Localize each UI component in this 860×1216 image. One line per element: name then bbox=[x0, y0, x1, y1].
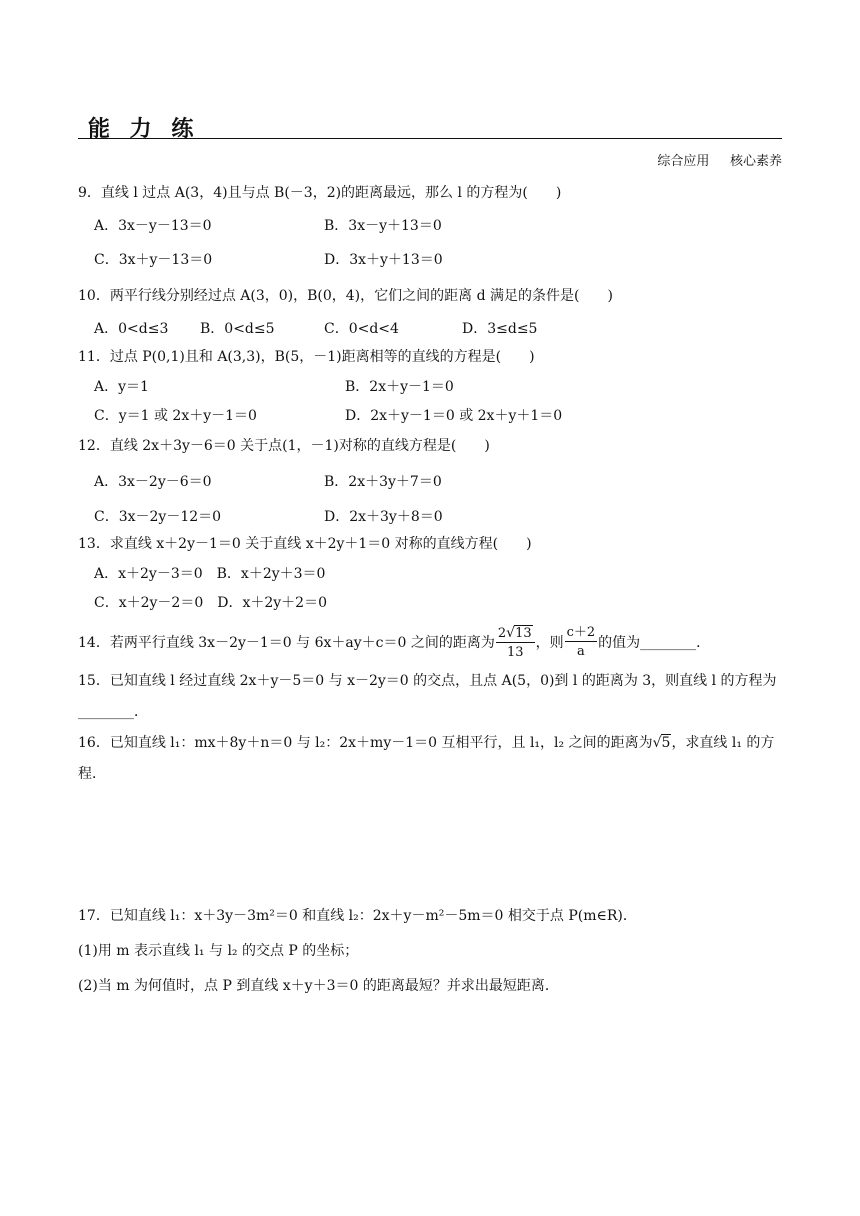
q9-option-d: D．3x＋y＋13＝0 bbox=[324, 252, 443, 268]
q11-stem: 11．过点 P(0,1)且和 A(3,3)，B(5，－1)距离相等的直线的方程是( ) bbox=[78, 349, 535, 365]
q12-option-c: C．3x－2y－12＝0 bbox=[94, 509, 222, 525]
q9-option-c: C．3x＋y－13＝0 bbox=[94, 252, 213, 268]
q16-radicand: 5 bbox=[661, 735, 671, 751]
q14-numerator-radicand: 13 bbox=[515, 625, 532, 641]
q9-option-a: A．3x－y－13＝0 bbox=[94, 218, 212, 234]
q14-text-3: 的值为________． bbox=[598, 635, 711, 651]
q16-text-1: 16．已知直线 l₁：mx＋8y＋n＝0 与 l₂：2x＋my－1＝0 互相平行，且 l₁，l₂ 之间的距离为 bbox=[78, 735, 653, 751]
q10-option-c: C．0<d<4 bbox=[324, 321, 399, 337]
section-subtitle: 综合应用 核心素养 bbox=[657, 154, 782, 169]
q11-option-c: C．y＝1 或 2x＋y－1＝0 bbox=[94, 408, 257, 424]
sqrt-icon: √ bbox=[652, 735, 662, 751]
q9-stem: 9．直线 l 过点 A(3，4)且与点 B(－3，2)的距离最远，那么 l 的方程为( ) bbox=[78, 185, 562, 201]
q12-option-d: D．2x＋3y＋8＝0 bbox=[324, 509, 443, 525]
q14-numerator-coef: 2 bbox=[497, 625, 507, 641]
q13-options-ab: A．x＋2y－3＝0 B．x＋2y＋3＝0 bbox=[94, 566, 326, 582]
q10-option-a: A．0<d≤3 bbox=[94, 321, 169, 337]
q14-text-2: ，则 bbox=[535, 635, 564, 651]
q15-text: 15．已知直线 l 经过直线 2x＋y－5＝0 与 x－2y＝0 的交点，且点 A(5，0)到 l 的距离为 3，则直线 l 的方程为________． bbox=[78, 673, 777, 720]
q17-part-2: (2)当 m 为何值时，点 P 到直线 x＋y＋3＝0 的距离最短？并求出最短距离． bbox=[78, 978, 559, 994]
q17-stem: 17．已知直线 l₁：x＋3y－3m²＝0 和直线 l₂：2x＋y－m²－5m＝0 相交于点 P(m∈R)． bbox=[78, 908, 637, 924]
q14-expression-denominator: a bbox=[577, 644, 585, 659]
q12-option-a: A．3x－2y－6＝0 bbox=[94, 474, 212, 490]
q10-option-d: D．3≤d≤5 bbox=[462, 321, 538, 337]
q14-text-1: 14．若两平行直线 3x－2y－1＝0 与 6x＋ay＋c＝0 之间的距离为 bbox=[78, 635, 495, 651]
q14-line bbox=[78, 622, 710, 662]
section-title: 能 力 练 bbox=[88, 117, 200, 142]
q12-stem: 12．直线 2x＋3y－6＝0 关于点(1，－1)对称的直线方程是( ) bbox=[78, 438, 490, 454]
sqrt-icon: √ bbox=[506, 624, 516, 641]
q9-option-b: B．3x－y＋13＝0 bbox=[324, 218, 442, 234]
q14-expression-numerator: c＋2 bbox=[566, 625, 596, 640]
q10-option-b: B．0<d≤5 bbox=[200, 321, 275, 337]
q10-stem: 10．两平行线分别经过点 A(3，0)，B(0，4)，它们之间的距离 d 满足的条件是( ) bbox=[78, 288, 613, 304]
q14-distance-fraction bbox=[496, 626, 535, 659]
q12-option-b: B．2x＋3y＋7＝0 bbox=[324, 474, 442, 490]
q16-text-2: ，求直线 l₁ 的方程． bbox=[78, 735, 775, 782]
q13-options-cd: C．x＋2y－2＝0 D．x＋2y＋2＝0 bbox=[94, 595, 327, 611]
q16-text bbox=[78, 728, 784, 790]
q13-stem: 13．求直线 x＋2y－1＝0 关于直线 x＋2y＋1＝0 对称的直线方程( ) bbox=[78, 536, 532, 552]
q14-expression-fraction bbox=[565, 626, 598, 658]
q11-option-a: A．y＝1 bbox=[94, 379, 149, 395]
q11-option-d: D．2x＋y－1＝0 或 2x＋y＋1＝0 bbox=[345, 408, 563, 424]
q14-fraction-denominator: 13 bbox=[506, 644, 524, 660]
q11-option-b: B．2x＋y－1＝0 bbox=[345, 379, 454, 395]
q17-part-1: (1)用 m 表示直线 l₁ 与 l₂ 的交点 P 的坐标； bbox=[78, 943, 359, 959]
title-rule bbox=[78, 138, 782, 139]
q14-fraction-numerator bbox=[496, 626, 535, 643]
